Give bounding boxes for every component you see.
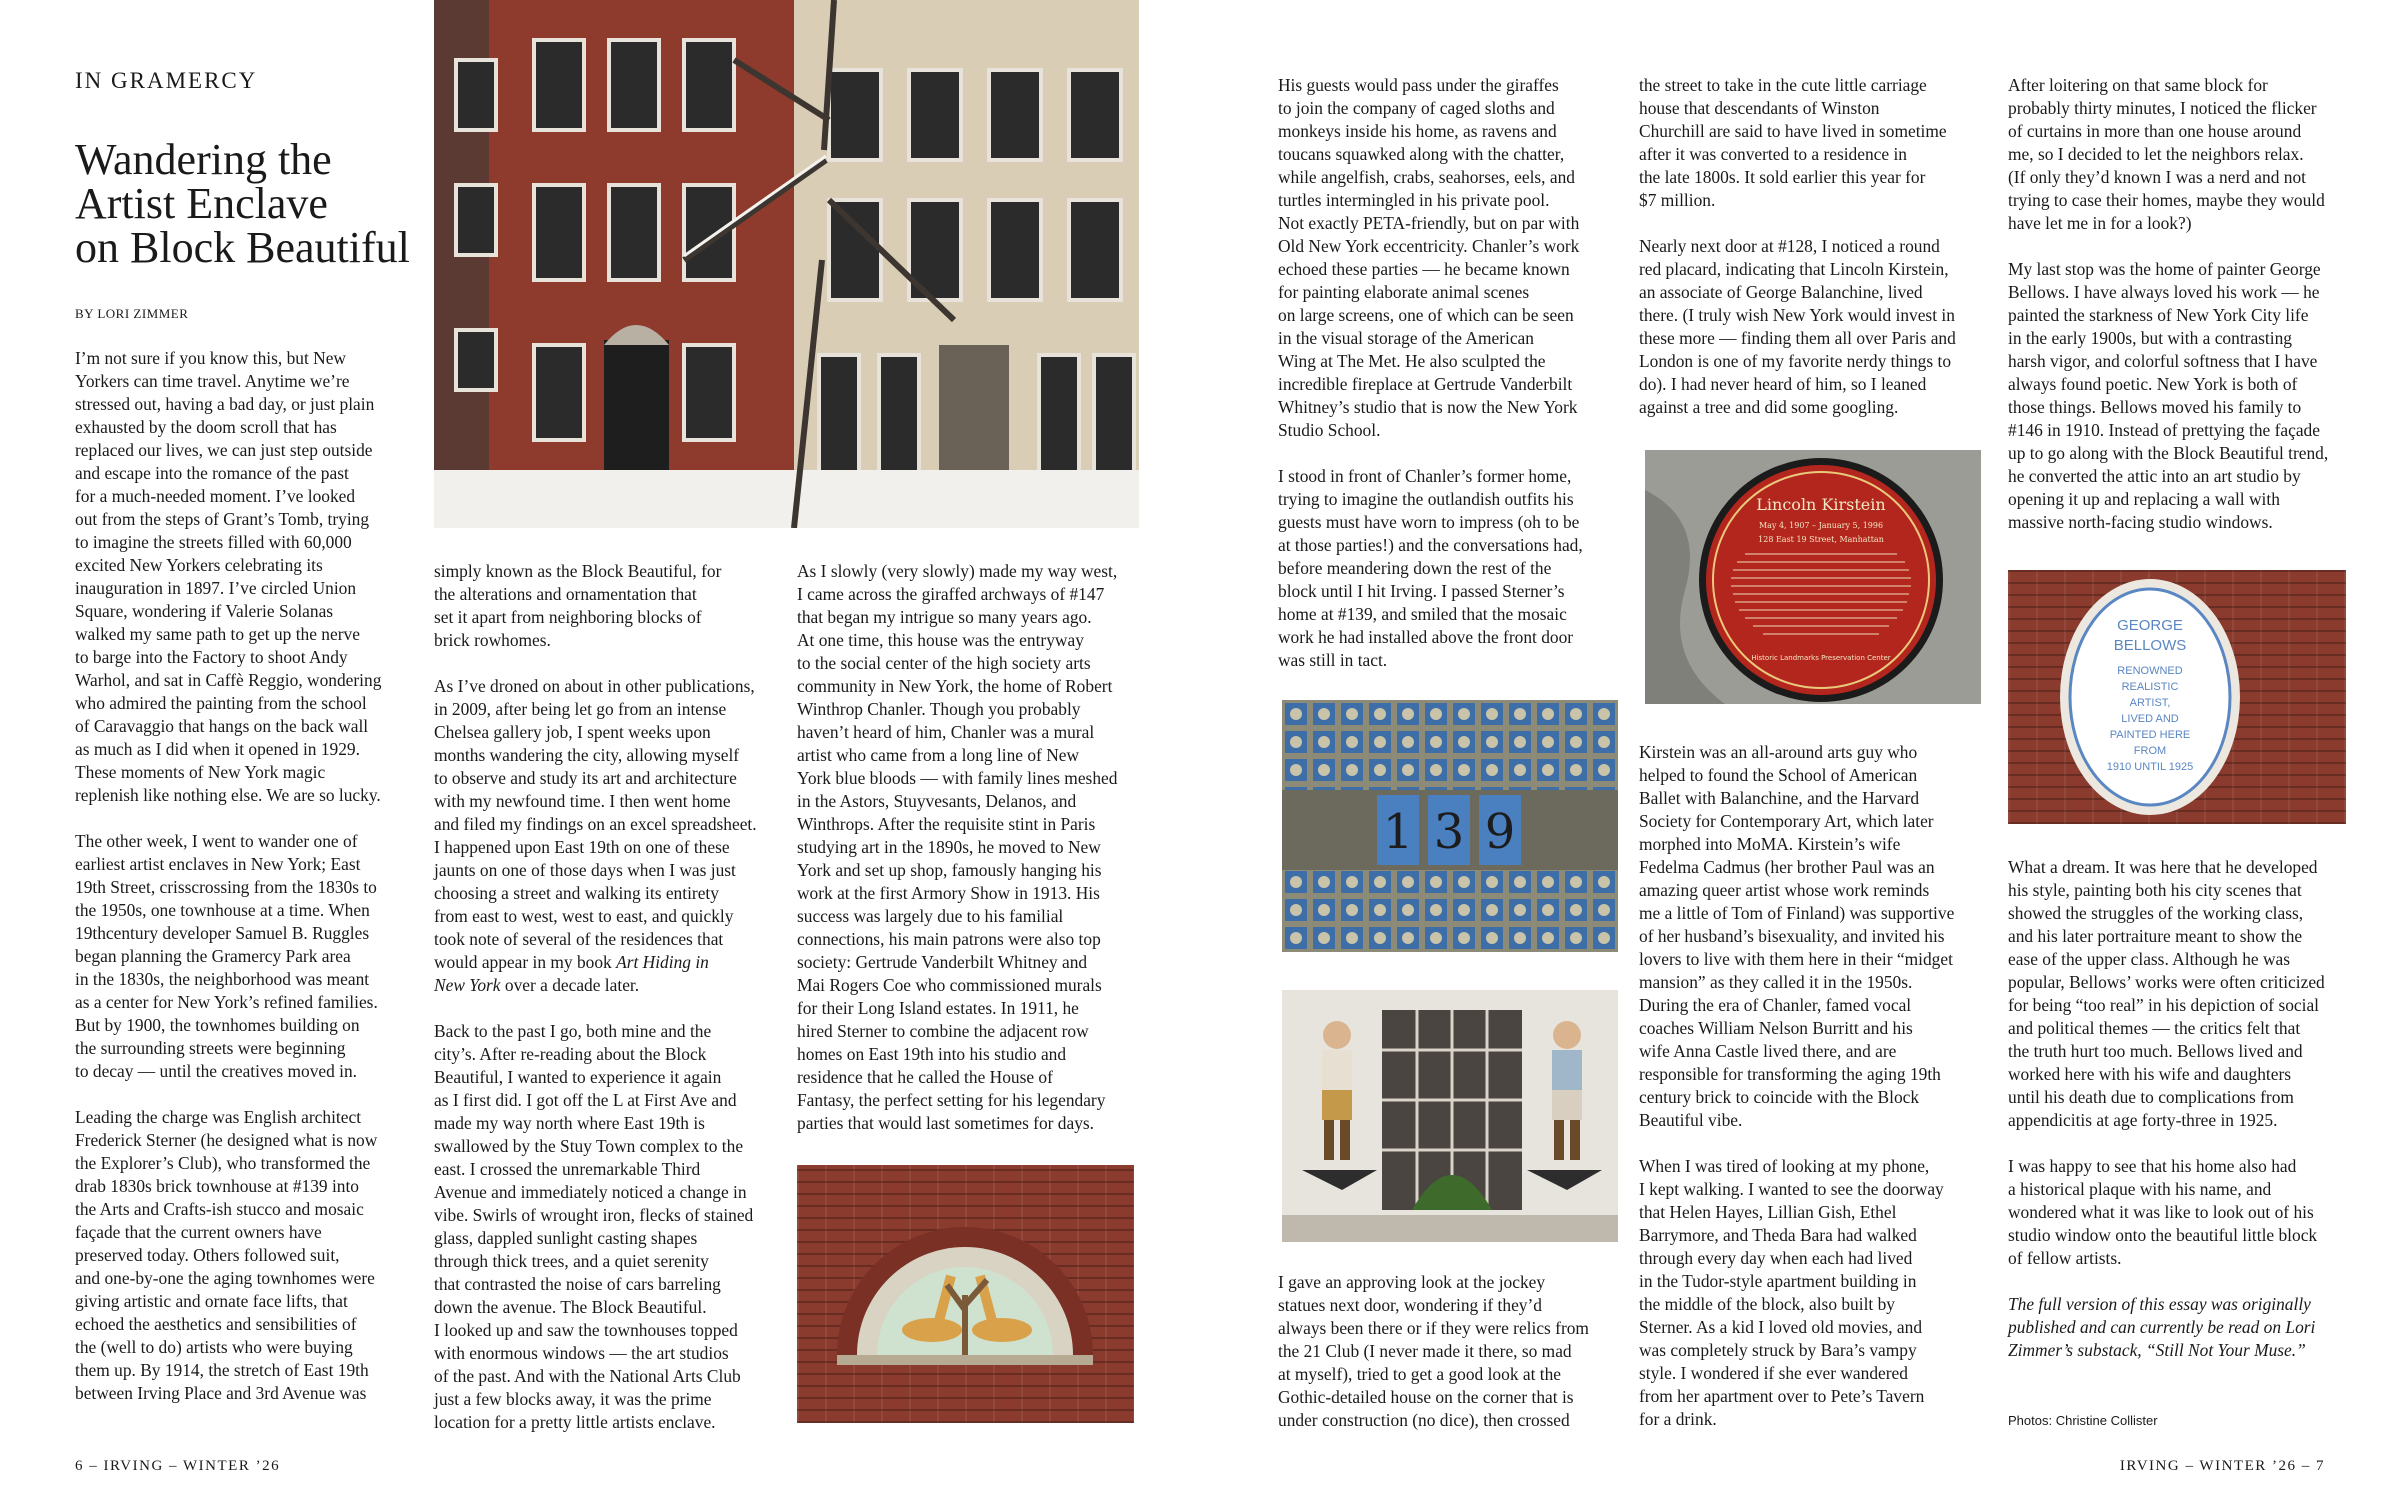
text-line: to decay — until the creatives moved in.	[75, 1061, 358, 1081]
text-line: Fedelma Cadmus (her brother Paul was an	[1639, 857, 1935, 877]
paragraph	[1639, 74, 1989, 212]
text-line: Winthrops. After the requisite stint in Paris	[797, 814, 1096, 834]
text-line: work he had installed above the front door	[1278, 627, 1574, 647]
byline: BY LORI ZIMMER	[75, 306, 189, 321]
plaque-dates: May 4, 1907 – January 5, 1996	[1758, 521, 1884, 530]
text-line: brick rowhomes.	[434, 630, 551, 650]
text-line: the 21 Club (I never made it there, so mad	[1278, 1341, 1572, 1361]
text-line: When I was tired of looking at my phone,	[1639, 1156, 1930, 1176]
plaque-line: RENOWNED	[2117, 665, 2183, 677]
plaque-address: 128 East 19 Street, Manhattan	[1758, 535, 1884, 544]
headline-line: Artist Enclave	[75, 179, 328, 228]
text-line: Beautiful, I wanted to experience it again	[434, 1067, 722, 1087]
text-line: the (well to do) artists who were buying	[75, 1337, 353, 1357]
paragraph	[434, 1020, 784, 1434]
text-run: would appear in my book	[434, 952, 617, 972]
text-line: inauguration in 1897. I’ve circled Union	[75, 578, 357, 598]
mosaic-digit: 9	[1484, 804, 1516, 860]
text-line: of Caravaggio that hangs on the back wall	[75, 716, 369, 736]
text-line: months wandering the city, allowing myself	[434, 745, 740, 765]
text-line: the alterations and ornamentation that	[434, 584, 697, 604]
text-line: down the avenue. The Block Beautiful.	[434, 1297, 707, 1317]
text-line: 19th Street, crisscrossing from the 1830s to	[75, 877, 377, 897]
paragraph	[434, 560, 784, 652]
text-line: During the era of Chanler, famed vocal	[1639, 995, 1912, 1015]
text-line: massive north-facing studio windows.	[2008, 512, 2273, 532]
closing-note	[2008, 1293, 2368, 1362]
text-line: Zimmer’s substack, “Still Not Your Muse.”	[2008, 1340, 2306, 1360]
paragraph	[1278, 74, 1628, 442]
text-line: giving artistic and ornate face lifts, that	[75, 1291, 348, 1311]
text-line: I’m not sure if you know this, but New	[75, 348, 346, 368]
text-line: What a dream. It was here that he developed	[2008, 857, 2318, 877]
text-line: for their Long Island estates. In 1911, he	[797, 998, 1079, 1018]
text-line: before meandering down the rest of the	[1278, 558, 1552, 578]
text-line: helped to found the School of American	[1639, 765, 1918, 785]
text-line: east. I crossed the unremarkable Third	[434, 1159, 701, 1179]
text-line: in the visual storage of the American	[1278, 328, 1534, 348]
text-line: for painting elaborate animal scenes	[1278, 282, 1530, 302]
paragraph	[434, 675, 784, 997]
text-line: in 2009, after being let go from an intense	[434, 699, 727, 719]
text-line: worked here with his wife and daughters	[2008, 1064, 2291, 1084]
text-line: in the early 1900s, but with a contrasting	[2008, 328, 2292, 348]
text-line: took note of several of the residences that	[434, 929, 724, 949]
text-line: as I first did. I got off the L at First Ave and	[434, 1090, 737, 1110]
text-line: in the Astors, Stuyvesants, Delanos, and	[797, 791, 1077, 811]
text-line: incredible fireplace at Gertrude Vanderbilt	[1278, 374, 1573, 394]
text-line: Not exactly PETA-friendly, but on par with	[1278, 213, 1580, 233]
body-column-5-middle	[1639, 741, 1989, 1454]
text-line: for being “too real” in his depiction of social	[2008, 995, 2320, 1015]
text-line: until his death due to complications from	[2008, 1087, 2294, 1107]
text-line	[434, 951, 784, 974]
text-line: guests must have worn to impress (oh to be	[1278, 512, 1580, 532]
folio-left: 6 – IRVING – WINTER ’26	[75, 1458, 281, 1474]
text-line: Leading the charge was English architect	[75, 1107, 362, 1127]
text-line: 19thcentury developer Samuel B. Ruggles	[75, 923, 370, 943]
text-line: to imagine the streets filled with 60,000	[75, 532, 352, 552]
text-line: drab 1830s brick townhouse at #139 into	[75, 1176, 360, 1196]
text-line: Beautiful vibe.	[1639, 1110, 1743, 1130]
paragraph	[1639, 235, 1989, 419]
paragraph	[75, 1106, 415, 1405]
text-line: studying art in the 1890s, he moved to New	[797, 837, 1101, 857]
kirstein-plaque-photo	[1645, 450, 1981, 704]
text-line: style. I wondered if she ever wandered	[1639, 1363, 1908, 1383]
text-line: These moments of New York magic	[75, 762, 326, 782]
plaque-line: REALISTIC	[2121, 681, 2179, 693]
text-line: at myself), tried to get a good look at the	[1278, 1364, 1562, 1384]
text-line: home at #139, and smiled that the mosaic	[1278, 604, 1567, 624]
text-line: to barge into the Factory to shoot Andy	[75, 647, 348, 667]
text-line: appendicitis at age forty-three in 1925.	[2008, 1110, 2278, 1130]
text-line: Gothic-detailed house on the corner that is	[1278, 1387, 1574, 1407]
townhouses-illustration	[434, 0, 1139, 528]
text-line: parties that would last sometimes for days.	[797, 1113, 1095, 1133]
text-line: up to go along with the Block Beautiful trend,	[2008, 443, 2329, 463]
text-line: (If only they’d known I was a nerd and not	[2008, 167, 2306, 187]
text-line: excited New Yorkers celebrating its	[75, 555, 323, 575]
paragraph	[2008, 1155, 2368, 1270]
paragraph	[797, 560, 1147, 1135]
mosaic-illustration	[1282, 700, 1618, 952]
text-line: probably thirty minutes, I noticed the flicker	[2008, 98, 2317, 118]
text-line: these more — finding them all over Paris and	[1639, 328, 1956, 348]
mosaic-139-photo	[1282, 700, 1618, 952]
photo-credit: Photos: Christine Collister	[2008, 1413, 2158, 1428]
text-line: ease of the upper class. Although he was	[2008, 949, 2291, 969]
body-column-5	[1639, 74, 1989, 442]
text-line: who admired the painting from the school	[75, 693, 367, 713]
text-line: on large screens, one of which can be seen	[1278, 305, 1574, 325]
body-column-6-bottom	[2008, 856, 2368, 1385]
text-line: in the Tudor-style apartment building in	[1639, 1271, 1917, 1291]
text-line: The full version of this essay was originally	[2008, 1294, 2311, 1314]
paragraph	[75, 347, 415, 807]
text-line: replenish like nothing else. We are so lucky.	[75, 785, 381, 805]
text-line: work at the first Armory Show in 1913. His	[797, 883, 1100, 903]
text-line: Avenue and immediately noticed a change in	[434, 1182, 747, 1202]
text-line: Society for Contemporary Art, which later	[1639, 811, 1934, 831]
text-line: Wing at The Met. He also sculpted the	[1278, 351, 1546, 371]
mosaic-digit: 3	[1433, 804, 1465, 860]
text-line: published and can currently be read on Lori	[2008, 1317, 2316, 1337]
text-line	[434, 974, 784, 997]
headline-line: Wandering the	[75, 135, 332, 184]
text-line: studio window onto the beautiful little block	[2008, 1225, 2318, 1245]
text-line: always found poetic. New York is both of	[2008, 374, 2298, 394]
text-line: Ballet with Balanchine, and the Harvard	[1639, 788, 1920, 808]
text-line: and political themes — the critics felt that	[2008, 1018, 2301, 1038]
text-line: As I’ve droned on about in other publications,	[434, 676, 755, 696]
text-line: Nearly next door at #128, I noticed a round	[1639, 236, 1940, 256]
text-line: residence that he called the House of	[797, 1067, 1053, 1087]
text-line: of her husband’s bisexuality, and invited his	[1639, 926, 1945, 946]
text-line: York and set up shop, famously hanging his	[797, 860, 1102, 880]
text-line: I gave an approving look at the jockey	[1278, 1272, 1546, 1292]
text-line: of curtains in more than one house around	[2008, 121, 2302, 141]
text-line: swallowed by the Stuy Town complex to the	[434, 1136, 744, 1156]
text-line: echoed the aesthetics and sensibilities of	[75, 1314, 357, 1334]
text-line: just a few blocks away, it was the prime	[434, 1389, 712, 1409]
book-title: New York	[434, 975, 501, 995]
text-line: block until I hit Irving. I passed Sterner’s	[1278, 581, 1565, 601]
text-line: for a much-needed moment. I’ve looked	[75, 486, 356, 506]
paragraph	[2008, 258, 2368, 534]
paragraph	[1278, 1271, 1628, 1432]
headline-line: on Block Beautiful	[75, 223, 410, 272]
text-line: amazing queer artist whose work reminds	[1639, 880, 1930, 900]
text-line: society: Gertrude Vanderbilt Whitney and	[797, 952, 1088, 972]
text-line: the street to take in the cute little carriage	[1639, 75, 1927, 95]
text-line: trying to case their homes, maybe they would	[2008, 190, 2325, 210]
text-line: Fantasy, the perfect setting for his legendary	[797, 1090, 1106, 1110]
text-line: connections, his main patrons were also top	[797, 929, 1101, 949]
text-line: after it was converted to a residence in	[1639, 144, 1907, 164]
text-line: Barrymore, and Theda Bara had walked	[1639, 1225, 1917, 1245]
text-line: do). I had never heard of him, so I leaned	[1639, 374, 1927, 394]
text-line: haven’t heard of him, Chanler was a mural	[797, 722, 1095, 742]
text-line: Chelsea gallery job, I spent weeks upon	[434, 722, 711, 742]
text-line: those things. Bellows moved his family to	[2008, 397, 2302, 417]
text-line: from her apartment over to Pete’s Tavern	[1639, 1386, 1925, 1406]
text-line: the Arts and Crafts-ish stucco and mosaic	[75, 1199, 364, 1219]
text-line: After loitering on that same block for	[2008, 75, 2268, 95]
text-line: toucans squawked along with the chatter,	[1278, 144, 1565, 164]
headline	[75, 135, 435, 272]
text-line: mansion” as they called it in the 1950s.	[1639, 972, 1913, 992]
text-line: I kept walking. I wanted to see the doorway	[1639, 1179, 1944, 1199]
text-line: artist who came from a long line of New	[797, 745, 1080, 765]
text-line: York blue bloods — with family lines meshed	[797, 768, 1118, 788]
text-run: over a decade later.	[500, 975, 640, 995]
text-line: to the social center of the high society arts	[797, 653, 1091, 673]
text-line: out from the steps of Grant’s Tomb, trying	[75, 509, 370, 529]
text-line: replaced our lives, we can just step outside	[75, 440, 373, 460]
bellows-plaque-photo	[2008, 570, 2346, 824]
bellows-plaque-illustration	[2008, 570, 2346, 824]
giraffe-archway-photo	[797, 1165, 1134, 1423]
text-line: that contrasted the noise of cars barreling	[434, 1274, 721, 1294]
text-line: I stood in front of Chanler’s former home,	[1278, 466, 1572, 486]
text-line: As I slowly (very slowly) made my way west,	[797, 561, 1118, 581]
text-line: the late 1800s. It sold earlier this year for	[1639, 167, 1926, 187]
text-line: hired Sterner to combine the adjacent row	[797, 1021, 1089, 1041]
text-line: Kirstein was an all-around arts guy who	[1639, 742, 1918, 762]
text-line: the middle of the block, also built by	[1639, 1294, 1895, 1314]
text-line: the surrounding streets were beginning	[75, 1038, 346, 1058]
text-line: responsible for transforming the aging 19th	[1639, 1064, 1941, 1084]
paragraph	[2008, 74, 2368, 235]
text-line: Old New York eccentricity. Chanler’s work	[1278, 236, 1580, 256]
body-column-2	[434, 560, 784, 1457]
text-line: Warhol, and sat in Caffè Reggio, wondering	[75, 670, 382, 690]
text-line: location for a pretty little artists enclave.	[434, 1412, 716, 1432]
text-line: jaunts on one of those days when I was just	[434, 860, 736, 880]
text-line: and escape into the romance of the past	[75, 463, 349, 483]
body-column-4-bottom	[1278, 1271, 1628, 1455]
section-label: IN GRAMERCY	[75, 68, 258, 93]
text-line: echoed these parties — he became known	[1278, 259, 1570, 279]
text-line: with my newfound time. I then went home	[434, 791, 731, 811]
text-line: set it apart from neighboring blocks of	[434, 607, 702, 627]
text-line: through thick trees, and a quiet serenity	[434, 1251, 709, 1271]
plaque-line: LIVED AND	[2121, 713, 2179, 725]
text-line: to observe and study its art and architecture	[434, 768, 737, 788]
text-line: Square, wondering if Valerie Solanas	[75, 601, 334, 621]
text-line: preserved today. Others followed suit,	[75, 1245, 340, 1265]
text-line: a historical plaque with his name, and	[2008, 1179, 2272, 1199]
paragraph	[75, 830, 415, 1083]
text-line: glass, dappled sunlight casting shapes	[434, 1228, 698, 1248]
text-line: through every day when each had lived	[1639, 1248, 1913, 1268]
jockey-illustration	[1282, 990, 1618, 1242]
body-column-6	[2008, 74, 2368, 557]
text-line: community in New York, the home of Robert	[797, 676, 1113, 696]
text-line: morphed into MoMA. Kirstein’s wife	[1639, 834, 1901, 854]
text-line: the truth hurt too much. Bellows lived and	[2008, 1041, 2303, 1061]
text-line: at those parties!) and the conversations had,	[1278, 535, 1583, 555]
text-line: them up. By 1914, the stretch of East 19th	[75, 1360, 369, 1380]
text-line: success was largely due to his familial	[797, 906, 1064, 926]
text-line: the Explorer’s Club), who transformed the	[75, 1153, 371, 1173]
text-line: painted the starkness of New York City life	[2008, 305, 2309, 325]
text-line: London is one of my favorite nerdy things to	[1639, 351, 1952, 371]
text-line: house that descendants of Winston	[1639, 98, 1880, 118]
text-line: Yorkers can time travel. Anytime we’re	[75, 371, 350, 391]
text-line: have let me in for a look?)	[2008, 213, 2192, 233]
text-line: the 1950s, one townhouse at a time. When	[75, 900, 370, 920]
text-line: Frederick Sterner (he designed what is now	[75, 1130, 378, 1150]
text-line: coaches William Nelson Burritt and his	[1639, 1018, 1913, 1038]
plaque-line: BELLOWS	[2113, 637, 2187, 654]
text-line: turtles intermingled in his private pool.	[1278, 190, 1550, 210]
folio-right: IRVING – WINTER ’26 – 7	[2119, 1458, 2325, 1474]
book-title: Art Hiding in	[616, 952, 709, 972]
kirstein-plaque-illustration	[1645, 450, 1981, 704]
text-line: popular, Bellows’ works were often criticized	[2008, 972, 2325, 992]
text-line: #146 in 1910. Instead of prettying the façade	[2008, 420, 2320, 440]
plaque-footer: Historic Landmarks Preservation Center	[1751, 654, 1891, 662]
text-line: an associate of George Balanchine, lived	[1639, 282, 1923, 302]
plaque-line: GEORGE	[2117, 617, 2183, 634]
text-line: $7 million.	[1639, 190, 1716, 210]
text-line: was still in tact.	[1278, 650, 1388, 670]
text-line: Studio School.	[1278, 420, 1381, 440]
text-line: His guests would pass under the giraffes	[1278, 75, 1559, 95]
text-line: that Helen Hayes, Lillian Gish, Ethel	[1639, 1202, 1897, 1222]
text-line: Bellows. I have always loved his work — he	[2008, 282, 2320, 302]
text-line: Winthrop Chanler. Though you probably	[797, 699, 1081, 719]
text-line: trying to imagine the outlandish outfits his	[1278, 489, 1574, 509]
text-line: I looked up and saw the townhouses topped	[434, 1320, 738, 1340]
text-line: of fellow artists.	[2008, 1248, 2122, 1268]
text-line: his style, painting both his city scenes that	[2008, 880, 2302, 900]
text-line: me a little of Tom of Finland) was supportive	[1639, 903, 1955, 923]
paragraph	[1639, 1155, 1989, 1431]
text-line: while angelfish, crabs, seahorses, eels, and	[1278, 167, 1575, 187]
paragraph	[2008, 856, 2368, 1132]
text-line: exhausted by the doom scroll that has	[75, 417, 337, 437]
text-line: to join the company of caged sloths and	[1278, 98, 1555, 118]
text-line: in the 1830s, the neighborhood was meant	[75, 969, 370, 989]
text-line: But by 1900, the townhomes building on	[75, 1015, 360, 1035]
text-line: century brick to coincide with the Block	[1639, 1087, 1920, 1107]
text-line: I was happy to see that his home also had	[2008, 1156, 2297, 1176]
text-line: I came across the giraffed archways of #147	[797, 584, 1105, 604]
text-line: I happened upon East 19th on one of these	[434, 837, 730, 857]
text-line: harsh vigor, and colorful softness that I have	[2008, 351, 2318, 371]
text-line: and his later portraiture meant to show the	[2008, 926, 2303, 946]
text-line: Sterner. As a kid I loved old movies, and	[1639, 1317, 1923, 1337]
text-line: began planning the Gramercy Park area	[75, 946, 351, 966]
plaque-line: 1910 UNTIL 1925	[2106, 761, 2194, 773]
text-line: Back to the past I go, both mine and the	[434, 1021, 712, 1041]
text-line: always been there or if they were relics from	[1278, 1318, 1589, 1338]
text-line: earliest artist enclaves in New York; East	[75, 854, 361, 874]
text-line: My last stop was the home of painter George	[2008, 259, 2321, 279]
text-line: with enormous windows — the art studios	[434, 1343, 729, 1363]
text-line: against a tree and did some googling.	[1639, 397, 1899, 417]
text-line: vibe. Swirls of wrought iron, flecks of stained	[434, 1205, 754, 1225]
plaque-line: ARTIST,	[2129, 697, 2171, 709]
plaque-line: FROM	[2133, 745, 2167, 757]
mosaic-digit: 1	[1382, 804, 1414, 860]
text-line: was completely struck by Bara’s vampy	[1639, 1340, 1917, 1360]
body-column-1	[75, 347, 415, 1428]
text-line: under construction (no dice), then crossed	[1278, 1410, 1570, 1430]
text-line: made my way north where East 19th is	[434, 1113, 705, 1133]
text-line: façade that the current owners have	[75, 1222, 322, 1242]
paragraph	[1278, 465, 1628, 672]
text-line: me, so I decided to let the neighbors relax.	[2008, 144, 2304, 164]
plaque-title: Lincoln Kirstein	[1756, 495, 1886, 514]
jockey-statues-photo	[1282, 990, 1618, 1242]
text-line: for a drink.	[1639, 1409, 1717, 1429]
text-line: walked my same path to get up the nerve	[75, 624, 360, 644]
text-line: of the past. And with the National Arts Club	[434, 1366, 741, 1386]
text-line: wondered what it was like to look out of his	[2008, 1202, 2314, 1222]
text-line: city’s. After re-reading about the Block	[434, 1044, 707, 1064]
text-line: choosing a street and walking its entirety	[434, 883, 719, 903]
text-line: statues next door, wondering if they’d	[1278, 1295, 1542, 1315]
text-line: simply known as the Block Beautiful, for	[434, 561, 722, 581]
text-line: between Irving Place and 3rd Avenue was	[75, 1383, 367, 1403]
text-line: wife Anna Castle lived there, and are	[1639, 1041, 1897, 1061]
text-line: he converted the attic into an art studio by	[2008, 466, 2301, 486]
text-line: At one time, this house was the entryway	[797, 630, 1084, 650]
text-line: as a center for New York’s refined families.	[75, 992, 378, 1012]
text-line: there. (I truly wish New York would invest in	[1639, 305, 1955, 325]
text-line: as much as I did when it opened in 1929.	[75, 739, 360, 759]
text-line: and one-by-one the aging townhomes were	[75, 1268, 375, 1288]
text-line: showed the struggles of the working class,	[2008, 903, 2304, 923]
text-line: Mai Rogers Coe who commissioned murals	[797, 975, 1102, 995]
plaque-line: PAINTED HERE	[2109, 729, 2191, 741]
text-line: from east to west, west to east, and quickly	[434, 906, 734, 926]
text-line: Churchill are said to have lived in sometime	[1639, 121, 1947, 141]
text-line: opening it up and replacing a wall with	[2008, 489, 2280, 509]
giraffe-relief-illustration	[797, 1165, 1134, 1423]
body-column-3	[797, 560, 1147, 1158]
text-line: red placard, indicating that Lincoln Kirstein,	[1639, 259, 1949, 279]
text-line: monkeys inside his home, as ravens and	[1278, 121, 1557, 141]
text-line: lovers to live with them here in their “midget	[1639, 949, 1953, 969]
paragraph	[1639, 741, 1989, 1132]
text-line: that began my intrigue so many years ago.	[797, 607, 1092, 627]
text-line: Whitney’s studio that is now the New York	[1278, 397, 1578, 417]
text-line: homes on East 19th into his studio and	[797, 1044, 1067, 1064]
text-line: stressed out, having a bad day, or just plain	[75, 394, 375, 414]
text-line: and filed my findings on an excel spreadsheet.	[434, 814, 757, 834]
body-column-4	[1278, 74, 1628, 695]
townhouses-photo	[434, 0, 1139, 528]
text-line: The other week, I went to wander one of	[75, 831, 358, 851]
